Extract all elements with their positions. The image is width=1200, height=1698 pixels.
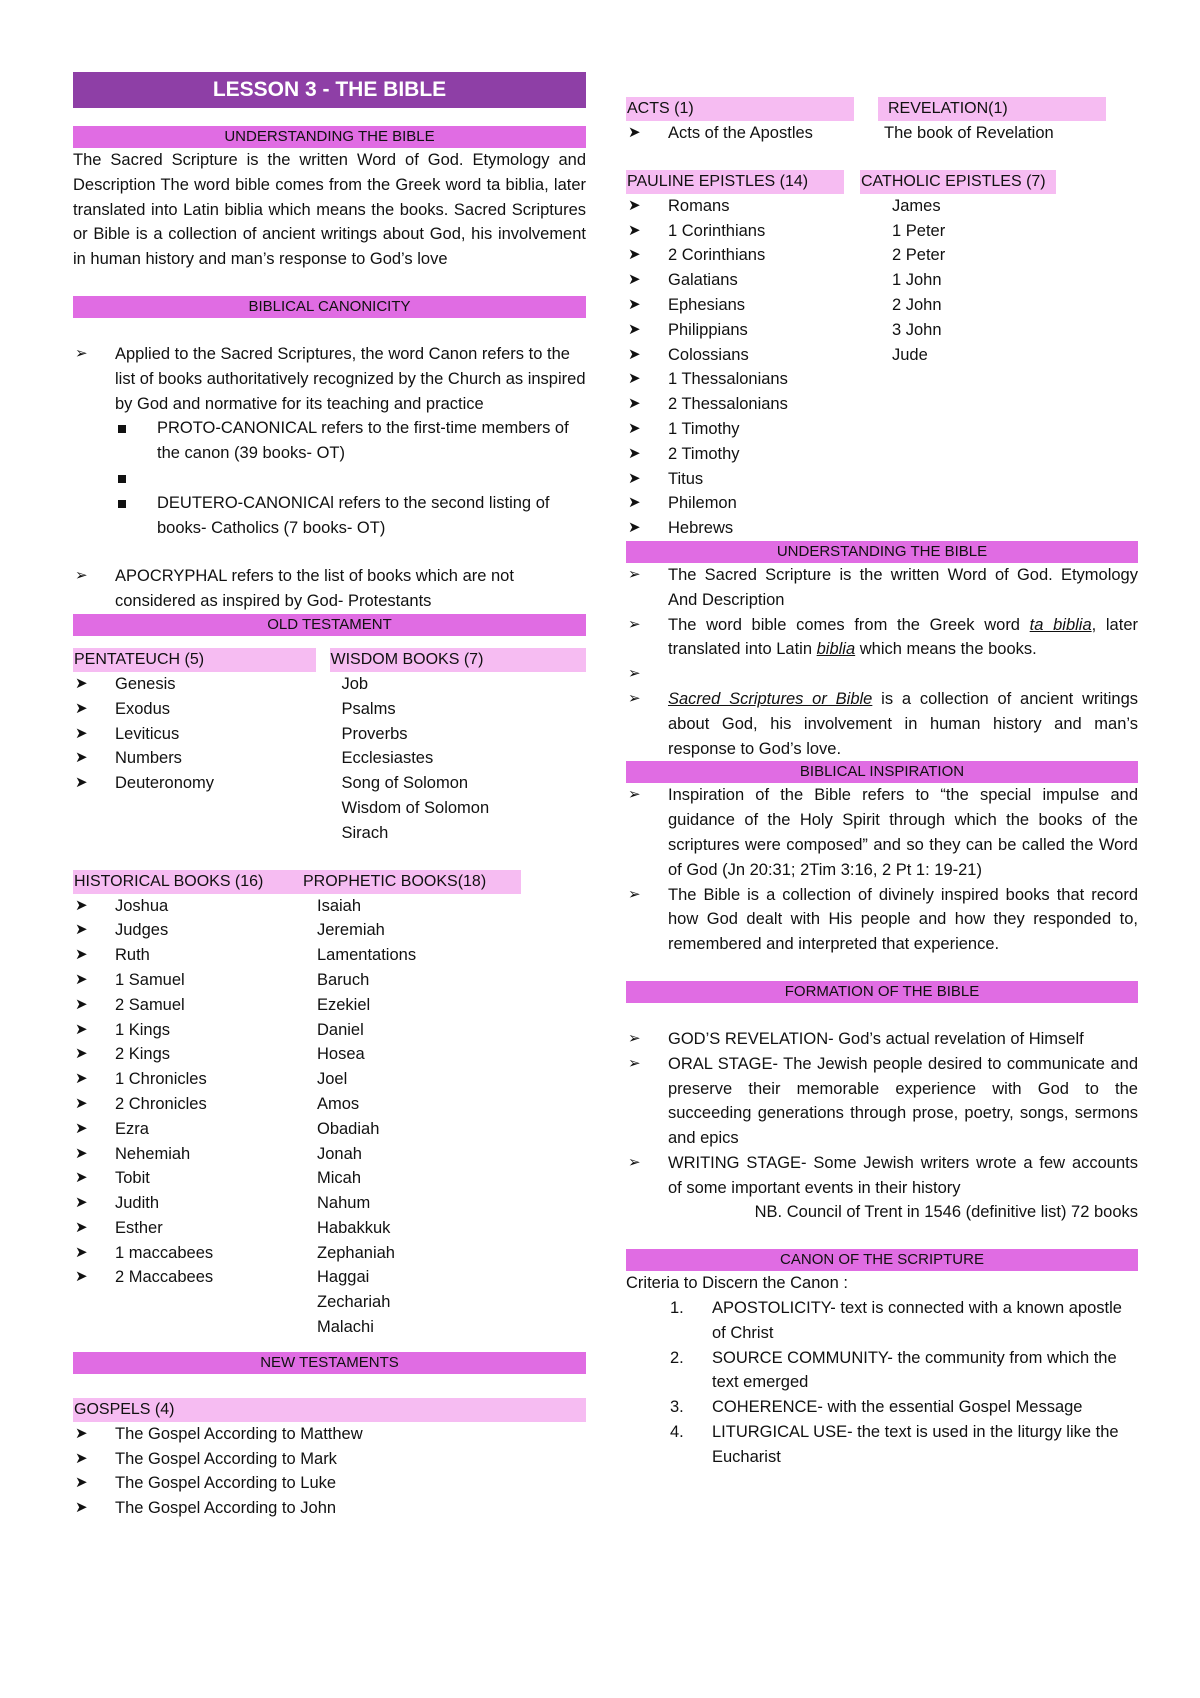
catholic-book: 2 John	[892, 295, 942, 314]
revelation-title: REVELATION(1)	[878, 97, 1106, 121]
wisdom-book: Song of Solomon	[341, 774, 469, 793]
prophetic-book: Daniel	[317, 1020, 364, 1039]
criterion-item	[626, 1395, 1138, 1420]
historical-book: ➤ 2 Maccabees	[73, 1265, 285, 1290]
pauline-book: ➤ Galatians	[626, 268, 844, 293]
pauline-book: ➤ 1 Thessalonians	[626, 367, 844, 392]
prophetic-book: Jonah	[317, 1144, 362, 1163]
criterion-number: 3.	[670, 1398, 684, 1417]
pauline-book: ➤ 2 Timothy	[626, 442, 844, 467]
pentateuch-book: ➤ Deuteronomy	[73, 771, 330, 796]
prophetic-book: Isaiah	[317, 896, 362, 915]
pauline-list	[626, 194, 844, 541]
criterion-text: COHERENCE- with the essential Gospel Message	[712, 1398, 1083, 1417]
new-testament-header: NEW TESTAMENTS	[73, 1352, 586, 1374]
catholic-book: Jude	[892, 345, 928, 364]
canon-types	[73, 416, 586, 540]
wisdom-title: WISDOM BOOKS (7)	[330, 648, 587, 672]
historical-prophetic	[73, 870, 586, 1340]
prophetic-book: Habakkuk	[317, 1218, 391, 1237]
epistles	[626, 170, 1138, 541]
historical-book: ➤ Tobit	[73, 1166, 285, 1191]
gospel-book: ➤ The Gospel According to Luke	[73, 1471, 586, 1496]
historical-book: ➤ Nehemiah	[73, 1142, 285, 1167]
pauline-book: ➤ Philemon	[626, 491, 844, 516]
understanding-header: UNDERSTANDING THE BIBLE	[73, 126, 586, 148]
gospels-list	[73, 1422, 586, 1521]
wisdom-book: Psalms	[341, 699, 396, 718]
criterion-item	[626, 1296, 1138, 1346]
prophetic-book: Nahum	[317, 1194, 371, 1213]
revelation-book: The book of Revelation	[884, 124, 1054, 142]
formation-item-3: ➢ WRITING STAGE- Some Jewish writers wrote a few accounts of some important events in their history	[626, 1151, 1138, 1201]
pauline-book: ➤ Titus	[626, 467, 844, 492]
catholic-book: 3 John	[892, 320, 942, 339]
understanding-list	[626, 563, 1138, 761]
proto-canonical: PROTO-CANONICAL refers to the first-time members of the canon (39 books- OT)	[73, 416, 586, 466]
catholic-book: 1 Peter	[892, 221, 946, 240]
historical-book: ➤ 2 Chronicles	[73, 1092, 285, 1117]
understanding-item-2: ➢ The word bible comes from the Greek word ta biblia, later translated into Latin biblia which means the books.	[626, 613, 1138, 663]
prophetic-book: Baruch	[317, 970, 370, 989]
pauline-book: ➤ Hebrews	[626, 516, 844, 541]
historical-book: ➤ Judith	[73, 1191, 285, 1216]
pauline-book: ➤ Philippians	[626, 318, 844, 343]
canon-definition: ➢ Applied to the Sacred Scriptures, the word Canon refers to the list of books authoritatively recognized by the Church as inspired by God and normative for its teaching and practice	[73, 342, 586, 416]
pentateuch-book: ➤ Exodus	[73, 697, 330, 722]
formation-item-1: ➢ GOD’S REVELATION- God’s actual revelation of Himself	[626, 1027, 1138, 1052]
wisdom-list	[330, 672, 587, 846]
prophetic-book: Amos	[317, 1094, 360, 1113]
canon-header: CANON OF THE SCRIPTURE	[626, 1249, 1138, 1271]
historical-book: ➤ 2 Kings	[73, 1042, 285, 1067]
understanding-header-2: UNDERSTANDING THE BIBLE	[626, 541, 1138, 563]
understanding-text: The Sacred Scripture is the written Word of God. Etymology and Description The word bible comes from the Greek word ta biblia, later translated into Latin biblia which means the books. Sacred Scriptures or Bible is a collection of ancient writings about God, his involvement in human history and man’s response to God’s love	[73, 151, 586, 269]
pauline-book: ➤ Romans	[626, 194, 844, 219]
catholic-title: CATHOLIC EPISTLES (7)	[860, 170, 1056, 194]
historical-book: ➤ Ruth	[73, 943, 285, 968]
prophetic-list	[285, 894, 521, 1340]
historical-book: ➤ Joshua	[73, 894, 285, 919]
inspiration-header: BIBLICAL INSPIRATION	[626, 761, 1138, 783]
gospels-title: GOSPELS (4)	[73, 1398, 586, 1422]
formation-header: FORMATION OF THE BIBLE	[626, 981, 1138, 1003]
wisdom-book: Proverbs	[341, 724, 408, 743]
criterion-text: LITURGICAL USE- the text is used in the liturgy like the Eucharist	[712, 1423, 1119, 1466]
formation-item-2: ➢ ORAL STAGE- The Jewish people desired to communicate and preserve their memorable experience with God to the succeeding generations through prose, poetry, songs, sermons and epics	[626, 1052, 1138, 1151]
pauline-book: ➤ Ephesians	[626, 293, 844, 318]
historical-title: HISTORICAL BOOKS (16)	[73, 870, 285, 894]
wisdom-book: Job	[341, 674, 369, 693]
formation-list	[626, 1027, 1138, 1201]
historical-list	[73, 894, 285, 1291]
understanding-item-1: ➢ The Sacred Scripture is the written Word of God. Etymology And Description	[626, 563, 1138, 613]
historical-book: ➤ 1 Kings	[73, 1018, 285, 1043]
historical-book: ➤ 2 Samuel	[73, 993, 285, 1018]
wisdom-book: Sirach	[341, 823, 389, 842]
gospel-book: ➤ The Gospel According to Matthew	[73, 1422, 586, 1447]
apocryphal: ➢ APOCRYPHAL refers to the list of books which are not considered as inspired by God- Protestants	[73, 564, 586, 614]
criterion-item	[626, 1420, 1138, 1470]
formation-nb: NB. Council of Trent in 1546 (definitive list) 72 books	[754, 1203, 1138, 1222]
old-testament-header: OLD TESTAMENT	[73, 614, 586, 636]
criterion-item	[626, 1346, 1138, 1396]
pentateuch-book: ➤ Leviticus	[73, 722, 330, 747]
gospel-book: ➤ The Gospel According to John	[73, 1496, 586, 1521]
lesson-title: LESSON 3 - THE BIBLE	[73, 72, 586, 108]
deutero-canonical: DEUTERO-CANONICAl refers to the second listing of books- Catholics (7 books- OT)	[73, 491, 586, 541]
prophetic-book: Joel	[317, 1070, 348, 1089]
pentateuch-title: PENTATEUCH (5)	[73, 648, 316, 672]
historical-book: ➤ 1 Chronicles	[73, 1067, 285, 1092]
pentateuch-book: ➤ Numbers	[73, 746, 330, 771]
historical-book: ➤ 1 Samuel	[73, 968, 285, 993]
prophetic-book: Ezekiel	[317, 995, 371, 1014]
prophetic-book: Jeremiah	[317, 921, 385, 940]
pauline-book: ➤ 2 Thessalonians	[626, 392, 844, 417]
prophetic-book: Haggai	[317, 1268, 370, 1287]
pentateuch-book: ➤ Genesis	[73, 672, 330, 697]
prophetic-title: PROPHETIC BOOKS(18)	[285, 870, 521, 894]
inspiration-list	[626, 783, 1138, 957]
criterion-text: SOURCE COMMUNITY- the community from which the text emerged	[712, 1348, 1117, 1392]
prophetic-book: Hosea	[317, 1045, 365, 1064]
acts-book: ➤ Acts of the Apostles	[626, 121, 854, 146]
criteria-list	[626, 1296, 1138, 1470]
pauline-book: ➤ 1 Timothy	[626, 417, 844, 442]
acts-title: ACTS (1)	[626, 97, 854, 121]
gospel-book: ➤ The Gospel According to Mark	[73, 1447, 586, 1472]
catholic-book: James	[892, 196, 941, 215]
pentateuch-wisdom	[73, 648, 586, 846]
criterion-text: APOSTOLICITY- text is connected with a known apostle of Christ	[712, 1299, 1122, 1342]
pauline-book: ➤ 1 Corinthians	[626, 219, 844, 244]
criterion-number: 1.	[670, 1299, 684, 1318]
prophetic-book: Obadiah	[317, 1119, 380, 1138]
right-column	[626, 97, 1138, 1470]
prophetic-book: Zechariah	[317, 1293, 391, 1312]
pentateuch-list	[73, 672, 330, 796]
pauline-title: PAULINE EPISTLES (14)	[626, 170, 844, 194]
pauline-book: ➤ 2 Corinthians	[626, 243, 844, 268]
acts-list	[626, 121, 854, 146]
prophetic-book: Micah	[317, 1169, 362, 1188]
catholic-list	[860, 194, 1056, 368]
prophetic-book: Lamentations	[317, 946, 417, 965]
canon-intro: Criteria to Discern the Canon :	[626, 1274, 848, 1293]
canonicity-list	[73, 342, 586, 416]
pauline-book: ➤ Colossians	[626, 343, 844, 368]
prophetic-book: Zephaniah	[317, 1243, 395, 1262]
criterion-number: 2.	[670, 1348, 684, 1367]
left-column	[73, 72, 586, 1521]
canonicity-header: BIBLICAL CANONICITY	[73, 296, 586, 318]
revelation-list	[878, 121, 1106, 146]
wisdom-book: Ecclesiastes	[341, 749, 434, 768]
historical-book: ➤ Judges	[73, 918, 285, 943]
catholic-book: 2 Peter	[892, 246, 946, 265]
catholic-book: 1 John	[892, 271, 942, 290]
criterion-number: 4.	[670, 1423, 684, 1442]
historical-book: ➤ Ezra	[73, 1117, 285, 1142]
acts-revelation	[626, 97, 1138, 146]
prophetic-book: Malachi	[317, 1318, 374, 1337]
historical-book: ➤ 1 maccabees	[73, 1241, 285, 1266]
understanding-item-3: ➢ Sacred Scriptures or Bible is a collection of ancient writings about God, his involvement in human history and man’s response to God’s love.	[626, 687, 1138, 761]
historical-book: ➤ Esther	[73, 1216, 285, 1241]
inspiration-item-1: ➢ Inspiration of the Bible refers to “the special impulse and guidance of the Holy Spirit through which the books of the scriptures were composed” and so they can be called the Word of God (Jn 20:31; 2Tim 3:16, 2 Pt 1: 19-21)	[626, 783, 1138, 882]
wisdom-book: Wisdom of Solomon	[341, 798, 490, 817]
inspiration-item-2: ➢ The Bible is a collection of divinely inspired books that record how God dealt with His people and how they responded to, remembered and interpreted that experience.	[626, 883, 1138, 957]
